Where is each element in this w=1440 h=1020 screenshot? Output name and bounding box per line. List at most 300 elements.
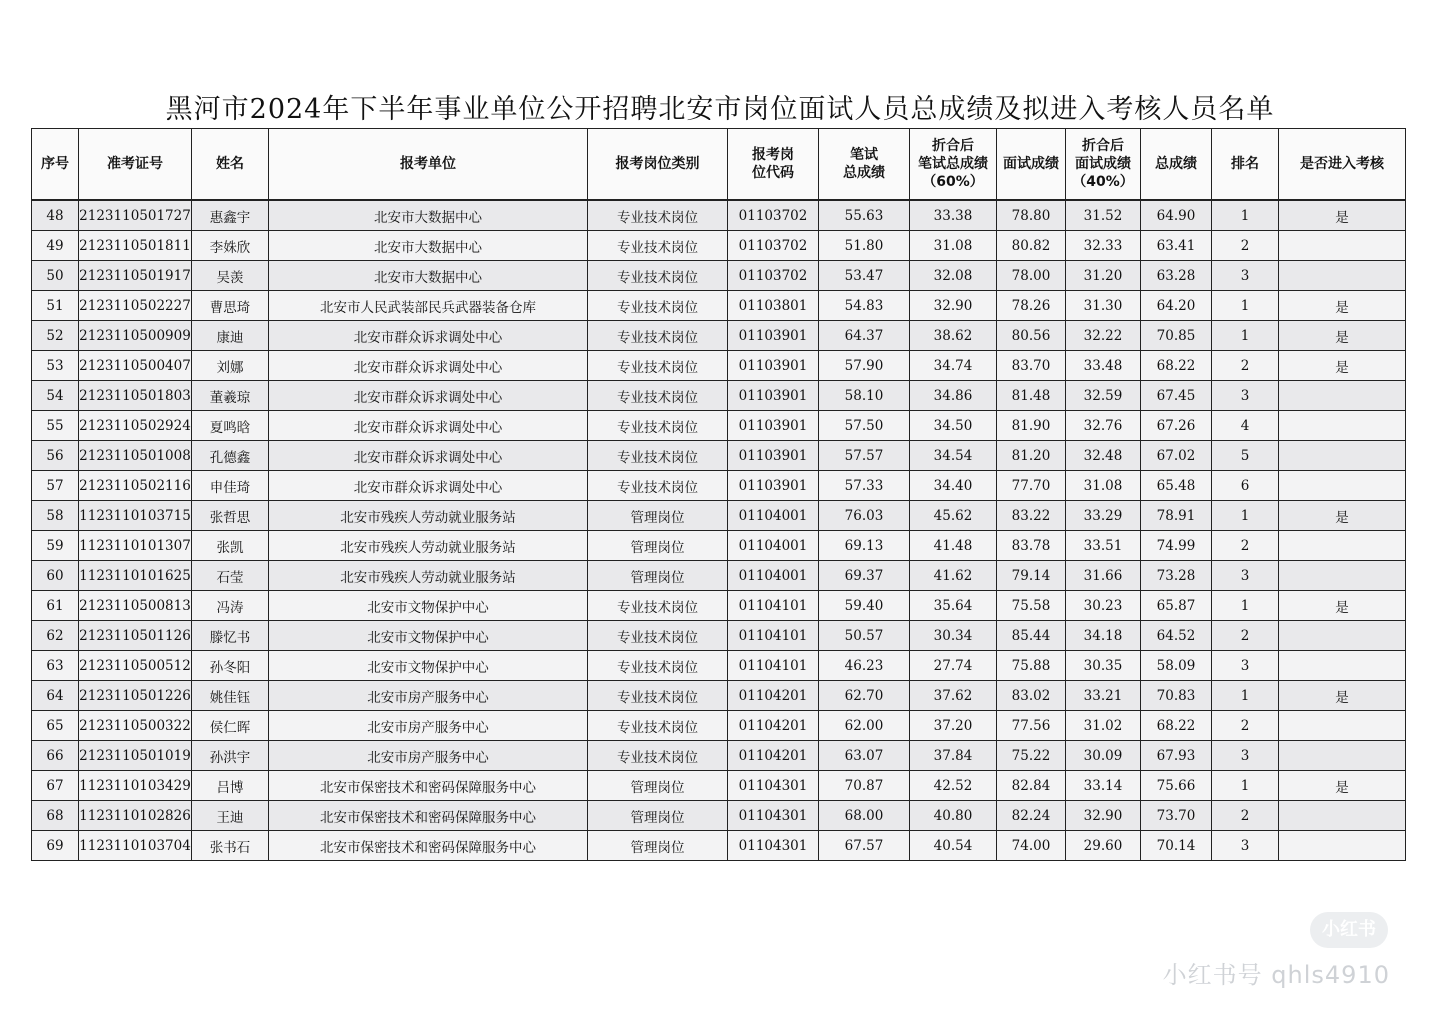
cell-interview-score: 81.20 (997, 441, 1066, 471)
cell-written-weighted: 34.86 (910, 381, 997, 411)
cell-seq: 61 (32, 591, 79, 621)
table-row (32, 411, 1406, 441)
table-row (32, 231, 1406, 261)
cell-total-score: 63.41 (1141, 231, 1212, 261)
cell-assessment: 是 (1279, 321, 1406, 351)
cell-total-score: 67.45 (1141, 381, 1212, 411)
cell-rank: 1 (1212, 200, 1279, 231)
cell-exam-id: 2123110501917 (79, 261, 192, 291)
cell-interview-score: 75.22 (997, 741, 1066, 771)
table-row (32, 441, 1406, 471)
cell-post-type: 专业技术岗位 (588, 651, 728, 681)
cell-post-code: 01103702 (728, 231, 819, 261)
table-row (32, 741, 1406, 771)
cell-interview-weighted: 32.33 (1066, 231, 1141, 261)
cell-interview-score: 78.80 (997, 200, 1066, 231)
header-name (192, 129, 269, 201)
cell-written-weighted: 30.34 (910, 621, 997, 651)
cell-seq: 62 (32, 621, 79, 651)
header-line: 报考单位 (400, 156, 456, 172)
cell-written-score: 76.03 (819, 501, 910, 531)
cell-interview-weighted: 31.66 (1066, 561, 1141, 591)
cell-post-type: 专业技术岗位 (588, 711, 728, 741)
cell-post-code: 01104001 (728, 531, 819, 561)
cell-interview-weighted: 33.48 (1066, 351, 1141, 381)
cell-assessment: 是 (1279, 501, 1406, 531)
cell-total-score: 70.83 (1141, 681, 1212, 711)
cell-seq: 54 (32, 381, 79, 411)
cell-written-weighted: 32.08 (910, 261, 997, 291)
cell-written-weighted: 32.90 (910, 291, 997, 321)
table-row (32, 651, 1406, 681)
cell-rank: 3 (1212, 561, 1279, 591)
cell-exam-id: 2123110500322 (79, 711, 192, 741)
cell-exam-id: 1123110101625 (79, 561, 192, 591)
cell-rank: 1 (1212, 291, 1279, 321)
cell-unit: 北安市文物保护中心 (269, 651, 588, 681)
cell-interview-weighted: 33.29 (1066, 501, 1141, 531)
cell-interview-weighted: 31.30 (1066, 291, 1141, 321)
cell-rank: 4 (1212, 411, 1279, 441)
cell-exam-id: 1123110103715 (79, 501, 192, 531)
cell-unit: 北安市房产服务中心 (269, 711, 588, 741)
cell-rank: 3 (1212, 831, 1279, 861)
header-post-code (728, 129, 819, 201)
cell-post-code: 01104201 (728, 741, 819, 771)
cell-post-type: 专业技术岗位 (588, 321, 728, 351)
cell-interview-score: 77.70 (997, 471, 1066, 501)
cell-seq: 68 (32, 801, 79, 831)
cell-exam-id: 1123110103704 (79, 831, 192, 861)
cell-post-code: 01104201 (728, 711, 819, 741)
cell-post-code: 01103901 (728, 381, 819, 411)
cell-assessment (1279, 801, 1406, 831)
cell-exam-id: 2123110501803 (79, 381, 192, 411)
cell-total-score: 78.91 (1141, 501, 1212, 531)
cell-rank: 1 (1212, 771, 1279, 801)
cell-written-score: 69.13 (819, 531, 910, 561)
cell-written-weighted: 34.54 (910, 441, 997, 471)
cell-name: 张凯 (192, 531, 269, 561)
cell-total-score: 68.22 (1141, 351, 1212, 381)
cell-post-type: 专业技术岗位 (588, 231, 728, 261)
cell-rank: 1 (1212, 591, 1279, 621)
cell-total-score: 67.93 (1141, 741, 1212, 771)
cell-name: 吴羡 (192, 261, 269, 291)
cell-written-score: 57.33 (819, 471, 910, 501)
cell-written-weighted: 38.62 (910, 321, 997, 351)
table-row (32, 351, 1406, 381)
cell-assessment (1279, 381, 1406, 411)
header-line: （40%） (1072, 174, 1134, 190)
cell-assessment (1279, 471, 1406, 501)
header-written-score (819, 129, 910, 201)
cell-post-type: 专业技术岗位 (588, 591, 728, 621)
cell-exam-id: 2123110501019 (79, 741, 192, 771)
table-row (32, 381, 1406, 411)
cell-post-code: 01104201 (728, 681, 819, 711)
cell-written-score: 50.57 (819, 621, 910, 651)
cell-interview-weighted: 33.51 (1066, 531, 1141, 561)
header-line: 报考岗 (752, 147, 794, 163)
cell-post-type: 管理岗位 (588, 531, 728, 561)
table-row (32, 621, 1406, 651)
cell-post-type: 专业技术岗位 (588, 471, 728, 501)
cell-rank: 2 (1212, 531, 1279, 561)
cell-written-score: 54.83 (819, 291, 910, 321)
cell-assessment (1279, 261, 1406, 291)
cell-unit: 北安市房产服务中心 (269, 681, 588, 711)
cell-exam-id: 2123110502227 (79, 291, 192, 321)
cell-assessment: 是 (1279, 681, 1406, 711)
cell-unit: 北安市人民武装部民兵武器装备仓库 (269, 291, 588, 321)
cell-interview-weighted: 34.18 (1066, 621, 1141, 651)
cell-seq: 64 (32, 681, 79, 711)
cell-post-type: 专业技术岗位 (588, 441, 728, 471)
cell-interview-weighted: 31.08 (1066, 471, 1141, 501)
table-row (32, 471, 1406, 501)
cell-written-weighted: 45.62 (910, 501, 997, 531)
cell-interview-score: 85.44 (997, 621, 1066, 651)
cell-written-score: 68.00 (819, 801, 910, 831)
cell-post-type: 专业技术岗位 (588, 291, 728, 321)
cell-interview-score: 74.00 (997, 831, 1066, 861)
cell-post-type: 专业技术岗位 (588, 621, 728, 651)
cell-name: 侯仁晖 (192, 711, 269, 741)
table-row (32, 771, 1406, 801)
cell-written-weighted: 33.38 (910, 200, 997, 231)
cell-unit: 北安市残疾人劳动就业服务站 (269, 501, 588, 531)
header-line: 序号 (41, 156, 69, 172)
cell-rank: 2 (1212, 621, 1279, 651)
cell-written-score: 63.07 (819, 741, 910, 771)
cell-post-type: 专业技术岗位 (588, 351, 728, 381)
cell-unit: 北安市大数据中心 (269, 200, 588, 231)
cell-assessment (1279, 711, 1406, 741)
cell-interview-score: 83.70 (997, 351, 1066, 381)
header-line: 折合后 (932, 138, 974, 154)
cell-rank: 6 (1212, 471, 1279, 501)
header-unit (269, 129, 588, 201)
cell-post-type: 专业技术岗位 (588, 381, 728, 411)
cell-post-type: 管理岗位 (588, 771, 728, 801)
cell-interview-score: 83.22 (997, 501, 1066, 531)
cell-interview-score: 80.82 (997, 231, 1066, 261)
cell-name: 惠鑫宇 (192, 200, 269, 231)
cell-name: 申佳琦 (192, 471, 269, 501)
cell-post-code: 01103901 (728, 441, 819, 471)
cell-assessment (1279, 561, 1406, 591)
table-row (32, 831, 1406, 861)
header-line: 排名 (1231, 156, 1259, 172)
cell-exam-id: 2123110502116 (79, 471, 192, 501)
cell-unit: 北安市群众诉求调处中心 (269, 441, 588, 471)
cell-interview-weighted: 32.59 (1066, 381, 1141, 411)
cell-post-code: 01104101 (728, 591, 819, 621)
cell-total-score: 63.28 (1141, 261, 1212, 291)
cell-name: 孔德鑫 (192, 441, 269, 471)
cell-total-score: 64.52 (1141, 621, 1212, 651)
cell-written-weighted: 34.74 (910, 351, 997, 381)
cell-written-weighted: 37.20 (910, 711, 997, 741)
cell-interview-weighted: 30.09 (1066, 741, 1141, 771)
cell-post-type: 专业技术岗位 (588, 681, 728, 711)
cell-written-weighted: 41.48 (910, 531, 997, 561)
cell-written-score: 67.57 (819, 831, 910, 861)
cell-total-score: 73.28 (1141, 561, 1212, 591)
cell-interview-weighted: 30.23 (1066, 591, 1141, 621)
cell-unit: 北安市群众诉求调处中心 (269, 381, 588, 411)
cell-total-score: 70.14 (1141, 831, 1212, 861)
header-interview-weighted (1066, 129, 1141, 201)
cell-assessment (1279, 831, 1406, 861)
cell-interview-weighted: 31.02 (1066, 711, 1141, 741)
cell-post-code: 01104001 (728, 561, 819, 591)
cell-written-score: 55.63 (819, 200, 910, 231)
table-row (32, 200, 1406, 231)
cell-seq: 63 (32, 651, 79, 681)
table-row (32, 261, 1406, 291)
header-rank (1212, 129, 1279, 201)
cell-rank: 2 (1212, 231, 1279, 261)
cell-interview-score: 75.88 (997, 651, 1066, 681)
table-row (32, 591, 1406, 621)
cell-unit: 北安市大数据中心 (269, 261, 588, 291)
cell-post-code: 01104301 (728, 801, 819, 831)
cell-post-code: 01104101 (728, 651, 819, 681)
header-line: 姓名 (216, 156, 244, 172)
table-row (32, 801, 1406, 831)
cell-assessment (1279, 441, 1406, 471)
cell-name: 孙冬阳 (192, 651, 269, 681)
cell-post-code: 01104001 (728, 501, 819, 531)
cell-written-score: 64.37 (819, 321, 910, 351)
cell-name: 刘娜 (192, 351, 269, 381)
cell-written-score: 62.70 (819, 681, 910, 711)
cell-name: 冯涛 (192, 591, 269, 621)
cell-assessment: 是 (1279, 771, 1406, 801)
cell-post-code: 01104101 (728, 621, 819, 651)
cell-seq: 58 (32, 501, 79, 531)
cell-name: 夏鸣晗 (192, 411, 269, 441)
cell-assessment (1279, 621, 1406, 651)
cell-written-weighted: 40.80 (910, 801, 997, 831)
table-row (32, 711, 1406, 741)
cell-written-weighted: 27.74 (910, 651, 997, 681)
cell-post-code: 01103901 (728, 321, 819, 351)
cell-total-score: 65.48 (1141, 471, 1212, 501)
cell-interview-score: 82.24 (997, 801, 1066, 831)
cell-unit: 北安市群众诉求调处中心 (269, 471, 588, 501)
cell-written-weighted: 37.62 (910, 681, 997, 711)
cell-seq: 59 (32, 531, 79, 561)
cell-name: 石莹 (192, 561, 269, 591)
table-body (32, 200, 1406, 861)
cell-exam-id: 2123110502924 (79, 411, 192, 441)
header-line: 折合后 (1082, 138, 1124, 154)
cell-seq: 57 (32, 471, 79, 501)
cell-written-score: 58.10 (819, 381, 910, 411)
cell-name: 滕忆书 (192, 621, 269, 651)
cell-unit: 北安市群众诉求调处中心 (269, 321, 588, 351)
cell-name: 董羲琼 (192, 381, 269, 411)
table-row (32, 561, 1406, 591)
cell-interview-score: 80.56 (997, 321, 1066, 351)
cell-written-score: 57.57 (819, 441, 910, 471)
watermark-text: 小红书号 qhls4910 (1162, 961, 1390, 989)
cell-exam-id: 2123110501727 (79, 200, 192, 231)
table-row (32, 501, 1406, 531)
cell-unit: 北安市保密技术和密码保障服务中心 (269, 831, 588, 861)
cell-interview-weighted: 32.22 (1066, 321, 1141, 351)
table-row (32, 531, 1406, 561)
cell-name: 孙洪宇 (192, 741, 269, 771)
cell-seq: 55 (32, 411, 79, 441)
cell-seq: 65 (32, 711, 79, 741)
cell-assessment (1279, 741, 1406, 771)
header-written-weighted (910, 129, 997, 201)
cell-exam-id: 2123110501811 (79, 231, 192, 261)
header-seq (32, 129, 79, 201)
cell-name: 王迪 (192, 801, 269, 831)
cell-total-score: 64.20 (1141, 291, 1212, 321)
cell-unit: 北安市残疾人劳动就业服务站 (269, 561, 588, 591)
header-line: 总成绩 (1155, 156, 1197, 172)
cell-seq: 60 (32, 561, 79, 591)
cell-exam-id: 2123110501226 (79, 681, 192, 711)
cell-seq: 48 (32, 200, 79, 231)
cell-unit: 北安市文物保护中心 (269, 591, 588, 621)
cell-rank: 3 (1212, 261, 1279, 291)
cell-written-weighted: 34.40 (910, 471, 997, 501)
cell-interview-score: 81.90 (997, 411, 1066, 441)
cell-post-code: 01104301 (728, 771, 819, 801)
table-row (32, 321, 1406, 351)
cell-total-score: 68.22 (1141, 711, 1212, 741)
cell-name: 张哲思 (192, 501, 269, 531)
cell-seq: 51 (32, 291, 79, 321)
cell-post-code: 01103702 (728, 200, 819, 231)
cell-written-weighted: 42.52 (910, 771, 997, 801)
cell-interview-weighted: 30.35 (1066, 651, 1141, 681)
cell-name: 吕博 (192, 771, 269, 801)
cell-post-code: 01103901 (728, 411, 819, 441)
cell-assessment: 是 (1279, 351, 1406, 381)
cell-name: 李姝欣 (192, 231, 269, 261)
cell-written-weighted: 34.50 (910, 411, 997, 441)
cell-post-type: 专业技术岗位 (588, 741, 728, 771)
cell-written-score: 62.00 (819, 711, 910, 741)
cell-interview-score: 81.48 (997, 381, 1066, 411)
cell-exam-id: 2123110500407 (79, 351, 192, 381)
cell-exam-id: 2123110501126 (79, 621, 192, 651)
cell-rank: 1 (1212, 681, 1279, 711)
cell-seq: 56 (32, 441, 79, 471)
cell-interview-weighted: 32.90 (1066, 801, 1141, 831)
cell-interview-score: 75.58 (997, 591, 1066, 621)
cell-total-score: 65.87 (1141, 591, 1212, 621)
table-row (32, 681, 1406, 711)
cell-interview-weighted: 33.14 (1066, 771, 1141, 801)
cell-exam-id: 2123110501008 (79, 441, 192, 471)
cell-exam-id: 2123110500813 (79, 591, 192, 621)
cell-interview-weighted: 31.52 (1066, 200, 1141, 231)
cell-name: 曹思琦 (192, 291, 269, 321)
cell-exam-id: 1123110102826 (79, 801, 192, 831)
cell-assessment: 是 (1279, 591, 1406, 621)
cell-rank: 5 (1212, 441, 1279, 471)
cell-seq: 50 (32, 261, 79, 291)
cell-written-score: 69.37 (819, 561, 910, 591)
cell-exam-id: 1123110101307 (79, 531, 192, 561)
cell-interview-score: 79.14 (997, 561, 1066, 591)
cell-written-score: 57.50 (819, 411, 910, 441)
header-line: 面试成绩 (1075, 156, 1131, 172)
cell-total-score: 67.02 (1141, 441, 1212, 471)
cell-rank: 2 (1212, 711, 1279, 741)
document-title: 黑河市2024年下半年事业单位公开招聘北安市岗位面试人员总成绩及拟进入考核人员名单 (165, 94, 1275, 125)
cell-seq: 69 (32, 831, 79, 861)
header-line: 准考证号 (107, 156, 163, 172)
cell-post-code: 01103901 (728, 351, 819, 381)
header-exam-id (79, 129, 192, 201)
cell-written-weighted: 37.84 (910, 741, 997, 771)
cell-rank: 3 (1212, 381, 1279, 411)
cell-interview-score: 78.00 (997, 261, 1066, 291)
header-assessment (1279, 129, 1406, 201)
cell-unit: 北安市群众诉求调处中心 (269, 411, 588, 441)
cell-total-score: 58.09 (1141, 651, 1212, 681)
cell-written-weighted: 40.54 (910, 831, 997, 861)
cell-post-code: 01103801 (728, 291, 819, 321)
cell-written-score: 57.90 (819, 351, 910, 381)
cell-interview-weighted: 31.20 (1066, 261, 1141, 291)
cell-interview-score: 78.26 (997, 291, 1066, 321)
header-line: 报考岗位类别 (615, 156, 700, 172)
cell-total-score: 73.70 (1141, 801, 1212, 831)
cell-written-weighted: 41.62 (910, 561, 997, 591)
cell-post-code: 01103901 (728, 471, 819, 501)
cell-assessment: 是 (1279, 291, 1406, 321)
cell-interview-weighted: 33.21 (1066, 681, 1141, 711)
header-post-type (588, 129, 728, 201)
cell-name: 张书石 (192, 831, 269, 861)
cell-rank: 3 (1212, 741, 1279, 771)
header-line: 总成绩 (843, 165, 885, 181)
cell-total-score: 67.26 (1141, 411, 1212, 441)
cell-assessment (1279, 531, 1406, 561)
cell-unit: 北安市大数据中心 (269, 231, 588, 261)
watermark-logo: 小红书 (1310, 912, 1388, 948)
results-table (31, 128, 1406, 861)
cell-assessment (1279, 231, 1406, 261)
cell-rank: 1 (1212, 321, 1279, 351)
cell-interview-score: 83.78 (997, 531, 1066, 561)
header-line: 位代码 (752, 165, 794, 181)
cell-exam-id: 1123110103429 (79, 771, 192, 801)
cell-post-type: 专业技术岗位 (588, 411, 728, 441)
cell-interview-weighted: 32.76 (1066, 411, 1141, 441)
cell-post-type: 专业技术岗位 (588, 200, 728, 231)
cell-unit: 北安市群众诉求调处中心 (269, 351, 588, 381)
cell-written-score: 51.80 (819, 231, 910, 261)
header-interview-score (997, 129, 1066, 201)
header-line: 笔试总成绩 (918, 156, 988, 172)
cell-seq: 52 (32, 321, 79, 351)
cell-seq: 53 (32, 351, 79, 381)
cell-seq: 66 (32, 741, 79, 771)
cell-post-type: 管理岗位 (588, 501, 728, 531)
